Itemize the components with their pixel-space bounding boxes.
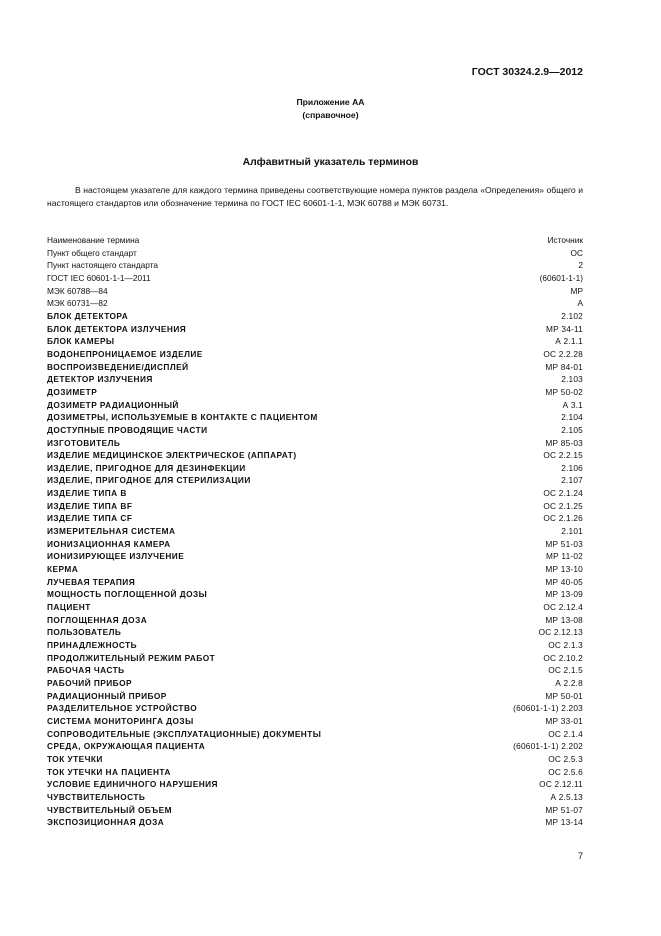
page-title: Алфавитный указатель терминов [242, 157, 419, 168]
term-name: ЭКСПОЗИЦИОННАЯ ДОЗА [47, 817, 165, 828]
term-name: ВОДОНЕПРОНИЦАЕМОЕ ИЗДЕЛИЕ [47, 348, 203, 359]
term-index [47, 234, 583, 829]
term-row [47, 500, 583, 513]
term-name: ДОЗИМЕТРЫ, ИСПОЛЬЗУЕМЫЕ В КОНТАКТЕ С ПАЦИЕНТОМ [47, 412, 318, 423]
term-row [47, 538, 583, 551]
term-name: ПРИНАДЛЕЖНОСТЬ [47, 640, 138, 650]
term-name: ЧУВСТВИТЕЛЬНЫЙ ОБЪЕМ [47, 804, 173, 815]
term-row [47, 652, 583, 665]
term-source: ОС 2.2.15 [543, 450, 583, 461]
term-source: МР 13-14 [545, 817, 583, 828]
term-row [47, 804, 583, 817]
legend-name: Пункт настоящего стандарта [47, 260, 159, 271]
term-name: ИЗДЕЛИЕ, ПРИГОДНОЕ ДЛЯ ДЕЗИНФЕКЦИИ [47, 462, 246, 473]
term-name: МОЩНОСТЬ ПОГЛОЩЕННОЙ ДОЗЫ [47, 589, 208, 600]
term-row [47, 474, 583, 487]
term-source: 2.105 [561, 424, 583, 435]
annex-type: (справочное) [302, 110, 359, 120]
term-row [47, 525, 583, 538]
legend-source: МР [570, 285, 583, 296]
term-row [47, 664, 583, 677]
term-name: ИОНИЗИРУЮЩЕЕ ИЗЛУЧЕНИЕ [47, 551, 185, 562]
term-source: МР 13-08 [545, 614, 583, 625]
term-name: ИЗДЕЛИЕ ТИПА BF [47, 500, 133, 511]
term-row [47, 740, 583, 753]
term-source: А 3.1 [562, 399, 583, 410]
term-row [47, 778, 583, 791]
legend-row [47, 234, 583, 247]
term-source: ОС 2.1.26 [543, 513, 583, 524]
term-source: МР 50-01 [545, 690, 583, 701]
term-name: ПОГЛОЩЕННАЯ ДОЗА [47, 614, 148, 625]
annex-label: Приложение АА [296, 97, 365, 107]
term-name: ПРОДОЛЖИТЕЛЬНЫЙ РЕЖИМ РАБОТ [47, 652, 216, 663]
term-name: ИЗМЕРИТЕЛЬНАЯ СИСТЕМА [47, 526, 176, 537]
intro-text: В настоящем указателе для каждого термина приведены соответствующие номера пунктов раздела «Определения» общего и настоящего стандартов или обозначение термина по ГОСТ IEC 60601-1-1, МЭК 60788 и МЭК 60731. [47, 185, 583, 208]
term-name: ТОК УТЕЧКИ [47, 753, 103, 764]
term-source: МР 51-03 [545, 538, 583, 549]
term-row [47, 588, 583, 601]
term-name: СИСТЕМА МОНИТОРИНГА ДОЗЫ [47, 715, 194, 726]
term-name: ИЗДЕЛИЕ МЕДИЦИНСКОЕ ЭЛЕКТРИЧЕСКОЕ (АППАРАТ) [47, 450, 297, 461]
legend-row [47, 297, 583, 310]
term-row [47, 576, 583, 589]
term-name: ИЗДЕЛИЕ ТИПА CF [47, 513, 133, 524]
term-source: МР 50-02 [545, 386, 583, 397]
legend-row [47, 272, 583, 285]
term-name: ИОНИЗАЦИОННАЯ КАМЕРА [47, 538, 171, 549]
term-source: ОС 2.12.4 [543, 602, 583, 613]
term-row [47, 361, 583, 374]
term-source: МР 40-05 [545, 576, 583, 587]
term-row [47, 601, 583, 614]
term-name: СРЕДА, ОКРУЖАЮЩАЯ ПАЦИЕНТА [47, 741, 206, 752]
term-source: МР 11-02 [546, 551, 583, 562]
term-name: ИЗГОТОВИТЕЛЬ [47, 437, 121, 448]
term-row [47, 335, 583, 348]
legend-row [47, 285, 583, 298]
term-name: ДЕТЕКТОР ИЗЛУЧЕНИЯ [47, 374, 153, 385]
legend-source: Источник [547, 235, 583, 245]
term-name: ЧУВСТВИТЕЛЬНОСТЬ [47, 791, 146, 802]
term-row [47, 626, 583, 639]
term-name: УСЛОВИЕ ЕДИНИЧНОГО НАРУШЕНИЯ [47, 779, 218, 790]
term-row [47, 550, 583, 563]
term-row [47, 386, 583, 399]
term-source: 2.106 [561, 462, 583, 473]
term-source: ОС 2.1.3 [548, 640, 583, 650]
term-name: ПАЦИЕНТ [47, 602, 91, 613]
term-row [47, 677, 583, 690]
term-name: ДОЗИМЕТР [47, 386, 98, 397]
term-source: А 2.5.13 [550, 791, 583, 802]
standard-designation: ГОСТ 30324.2.9—2012 [471, 66, 583, 78]
legend-source: (60601-1-1) [539, 272, 583, 283]
term-name: КЕРМА [47, 564, 79, 575]
term-source: МР 13-09 [545, 589, 583, 600]
term-source: МР 85-03 [545, 437, 583, 448]
term-name: БЛОК ДЕТЕКТОРА ИЗЛУЧЕНИЯ [47, 323, 187, 334]
term-row [47, 563, 583, 576]
term-row [47, 766, 583, 779]
legend-source: 2 [578, 260, 583, 271]
term-name: ИЗДЕЛИЕ, ПРИГОДНОЕ ДЛЯ СТЕРИЛИЗАЦИИ [47, 475, 251, 486]
term-source: ОС 2.12.13 [538, 627, 583, 638]
term-source: ОС 2.12.11 [539, 779, 583, 790]
term-row [47, 424, 583, 437]
term-source: А 2.1.1 [555, 336, 583, 347]
legend-row [47, 259, 583, 272]
term-row [47, 512, 583, 525]
term-row [47, 399, 583, 412]
term-source: А 2.2.8 [555, 677, 583, 688]
term-source: 2.107 [561, 475, 583, 486]
legend-name: Наименование термина [47, 235, 140, 245]
term-name: РАБОЧАЯ ЧАСТЬ [47, 665, 125, 676]
legend-source: А [577, 298, 583, 309]
term-row [47, 373, 583, 386]
term-row [47, 791, 583, 804]
legend-name: МЭК 60788—84 [47, 285, 108, 296]
term-name: ДОЗИМЕТР РАДИАЦИОННЫЙ [47, 399, 179, 410]
term-row [47, 449, 583, 462]
term-name: СОПРОВОДИТЕЛЬНЫЕ (ЭКСПЛУАТАЦИОННЫЕ) ДОКУМЕНТЫ [47, 728, 322, 739]
term-name: ТОК УТЕЧКИ НА ПАЦИЕНТА [47, 766, 171, 777]
term-name: РАБОЧИЙ ПРИБОР [47, 677, 132, 688]
term-source: 2.102 [561, 310, 583, 321]
term-source: 2.103 [561, 374, 583, 385]
term-source: ОС 2.1.4 [548, 728, 583, 739]
term-name: РАЗДЕЛИТЕЛЬНОЕ УСТРОЙСТВО [47, 703, 198, 714]
term-row [47, 728, 583, 741]
term-row [47, 715, 583, 728]
term-name: БЛОК ДЕТЕКТОРА [47, 310, 129, 321]
term-source: МР 33-01 [545, 715, 583, 726]
term-row [47, 437, 583, 450]
term-row [47, 702, 583, 715]
term-row [47, 816, 583, 829]
term-name: РАДИАЦИОННЫЙ ПРИБОР [47, 690, 167, 701]
term-name: ПОЛЬЗОВАТЕЛЬ [47, 627, 122, 638]
term-source: ОС 2.5.3 [548, 753, 583, 764]
term-row [47, 323, 583, 336]
term-source: МР 34-11 [546, 323, 583, 334]
legend-name: ГОСТ IEC 60601-1-1—2011 [47, 272, 151, 283]
term-name: ЛУЧЕВАЯ ТЕРАПИЯ [47, 576, 136, 587]
term-source: МР 51-07 [545, 804, 583, 815]
legend-source: ОС [570, 247, 583, 258]
term-source: ОС 2.2.28 [543, 348, 583, 359]
term-source: ОС 2.1.24 [543, 488, 583, 499]
term-source: ОС 2.5.6 [548, 766, 583, 777]
term-name: ИЗДЕЛИЕ ТИПА В [47, 488, 127, 499]
term-row [47, 487, 583, 500]
term-row [47, 462, 583, 475]
legend-name: Пункт общего стандарт [47, 247, 137, 258]
term-source: 2.101 [561, 526, 583, 537]
term-source: МР 84-01 [545, 361, 583, 372]
intro-paragraph [47, 184, 583, 209]
term-source: (60601-1-1) 2.202 [513, 741, 583, 752]
term-source: (60601-1-1) 2.203 [513, 703, 583, 714]
term-row [47, 690, 583, 703]
term-source: МР 13-10 [545, 564, 583, 575]
page-number: 7 [577, 851, 583, 861]
term-row [47, 348, 583, 361]
annex-heading [0, 96, 661, 122]
term-row [47, 310, 583, 323]
term-name: ВОСПРОИЗВЕДЕНИЕ/ДИСПЛЕЙ [47, 361, 189, 372]
term-name: ДОСТУПНЫЕ ПРОВОДЯЩИЕ ЧАСТИ [47, 424, 208, 435]
term-source: ОС 2.1.25 [543, 500, 583, 511]
term-row [47, 639, 583, 652]
term-source: ОС 2.10.2 [543, 652, 583, 663]
term-row [47, 411, 583, 424]
term-row [47, 753, 583, 766]
term-source: 2.104 [561, 412, 583, 423]
term-row [47, 614, 583, 627]
term-name: БЛОК КАМЕРЫ [47, 336, 115, 347]
term-source: ОС 2.1.5 [548, 665, 583, 676]
legend-row [47, 247, 583, 260]
legend-name: МЭК 60731—82 [47, 298, 108, 309]
